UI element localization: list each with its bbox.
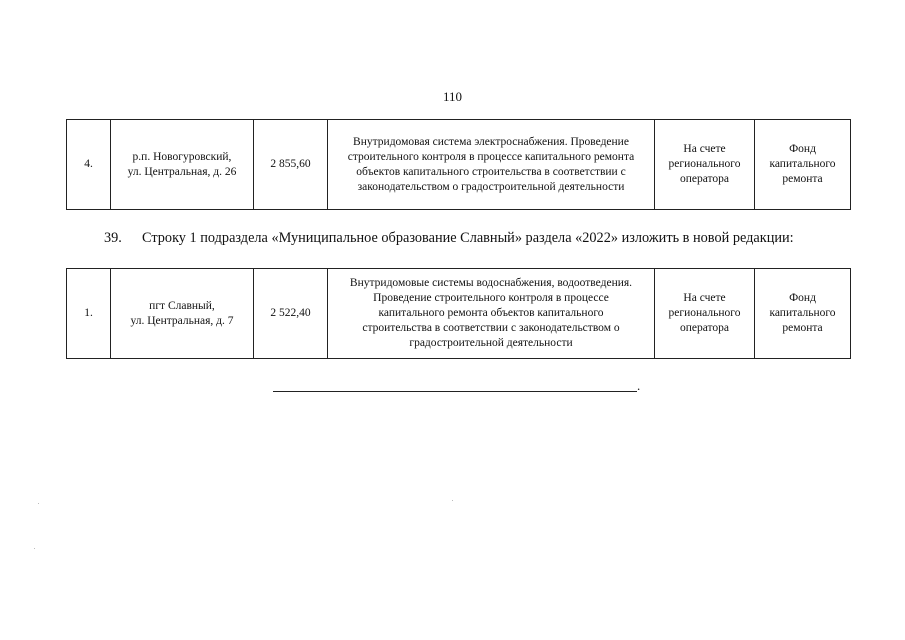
account-line: регионального [668,307,741,319]
address-line: ул. Центральная, д. 26 [127,165,237,178]
work-line: Проведение строительного контроля в процессе [373,292,609,304]
amount-cell: 2 522,40 [254,269,328,359]
account-line: оператора [679,322,730,334]
work-line: Внутридомовые системы водоснабжения, водоотведения. [349,277,633,289]
work-description-cell [328,269,655,359]
page-number: 110 [442,89,463,104]
source-line: ремонта [782,322,823,334]
table-row [67,120,851,210]
scan-speck [38,503,39,504]
source-line: Фонд [789,292,816,304]
funding-source-cell [755,269,851,359]
source-line: ремонта [782,173,823,185]
closing-dot: . [637,378,641,393]
account-cell [655,120,755,210]
account-line: На счете [683,143,726,155]
work-line: капитального ремонта объектов капитального [378,307,604,319]
address-cell [111,120,254,210]
work-line: строительства в соответствии с законодательством о [362,322,620,334]
address-line: ул. Центральная, д. 7 [130,314,234,327]
amendment-table-2 [66,268,851,359]
instruction-number: 39. [104,230,122,246]
source-line: капитального [769,158,836,170]
source-line: Фонд [789,143,816,155]
source-line: капитального [769,307,836,319]
account-line: оператора [679,173,730,185]
amendment-table-1 [66,119,851,210]
work-line: объектов капитального строительства в соответствии с [356,165,626,178]
work-line: строительного контроля в процессе капитального ремонта [347,150,635,163]
account-cell [655,269,755,359]
row-number: 1. [67,269,111,359]
scan-speck [452,500,453,501]
account-line: регионального [668,158,741,170]
work-line: градостроительной деятельности [409,337,573,349]
work-line: законодательством о градостроительной деятельности [357,180,625,193]
address-cell [111,269,254,359]
address-line: пгт Славный, [149,299,215,312]
scan-speck [34,548,35,549]
row-number: 4. [67,120,111,210]
work-description-cell [328,120,655,210]
funding-source-cell [755,120,851,210]
work-line: Внутридомовая система электроснабжения. Проведение [353,135,629,148]
amendment-instruction [104,230,864,247]
account-line: На счете [683,292,726,304]
amount-cell: 2 855,60 [254,120,328,210]
address-line: р.п. Новогуровский, [132,150,232,163]
table-row [67,269,851,359]
closing-rule [273,391,637,392]
instruction-text: Строку 1 подраздела «Муниципальное образование Славный» раздела «2022» изложить в новой редакции: [142,230,794,246]
